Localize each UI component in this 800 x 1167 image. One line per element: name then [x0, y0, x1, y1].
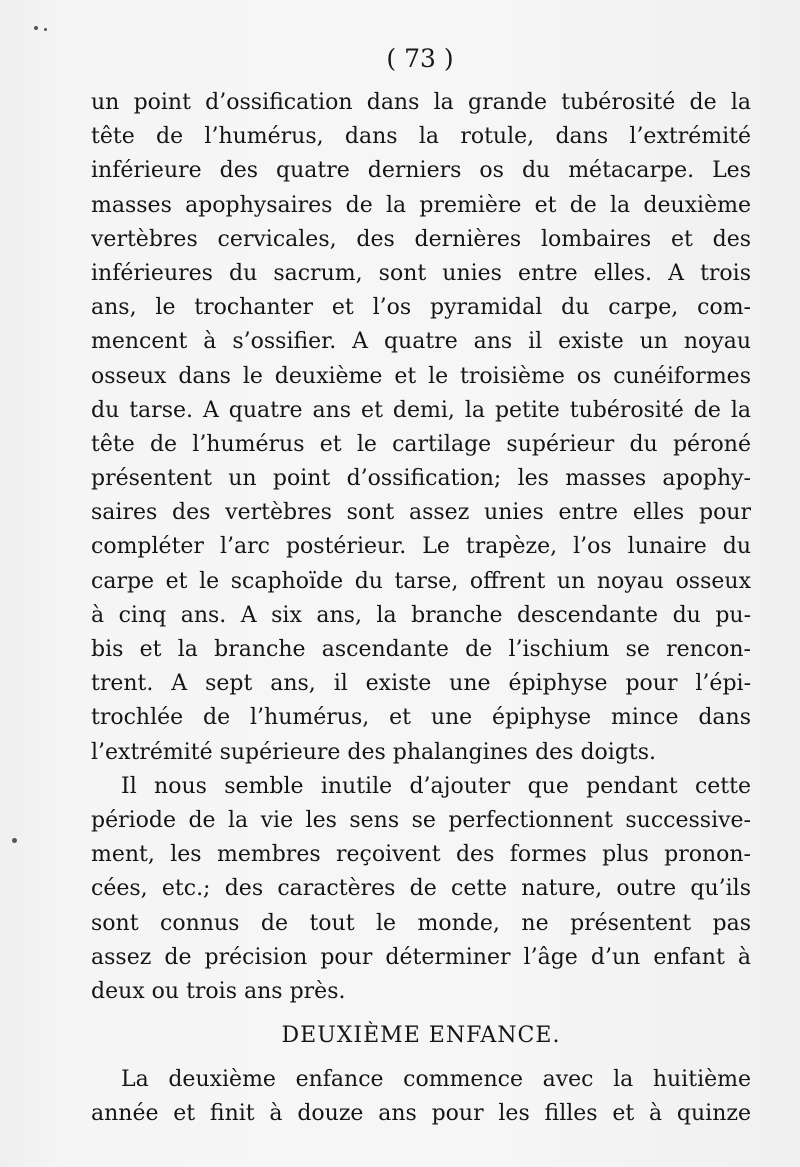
text-line: trent. A sept ans, il existe une épiphyse pour l’épi-	[91, 671, 751, 697]
text-line: vertèbres cervicales, des dernières lombaires et des	[91, 226, 751, 252]
paragraph-3	[91, 1063, 751, 1131]
text-line: du tarse. A quatre ans et demi, la petite tubérosité de la	[91, 397, 751, 423]
text-line: un point d’ossification dans la grande tubérosité de la	[91, 90, 751, 115]
text-line: assez de précision pour déterminer l’âge d’un enfant à	[91, 944, 751, 970]
text-line: saires des vertèbres sont assez unies entre elles pour	[91, 500, 751, 526]
paragraph-2	[91, 770, 751, 1009]
text-line: mencent à s’ossifier. A quatre ans il existe un noyau	[91, 329, 751, 355]
text-line: tête de l’humérus, dans la rotule, dans l’extrémité	[91, 124, 751, 150]
text-line: inférieure des quatre derniers os du métacarpe. Les	[91, 158, 751, 184]
text-line: présentent un point d’ossification; les masses apophy-	[91, 466, 751, 492]
text-line: cées, etc.; des caractères de cette nature, outre qu’ils	[91, 876, 751, 902]
text-line: sont connus de tout le monde, ne présentent pas	[91, 910, 751, 936]
text-line: Il nous semble inutile d’ajouter que pendant cette	[121, 773, 751, 799]
body-text	[91, 86, 751, 1132]
text-line: ans, le trochanter et l’os pyramidal du carpe, com-	[91, 295, 751, 321]
text-line: inférieures du sacrum, sont unies entre elles. A trois	[91, 260, 751, 286]
text-line: deux ou trois ans près.	[91, 978, 346, 1004]
ink-speck	[44, 28, 47, 31]
text-line: compléter l’arc postérieur. Le trapèze, l’os lunaire du	[91, 534, 751, 560]
text-line: à cinq ans. A six ans, la branche descendante du pu-	[91, 602, 751, 628]
ink-speck	[12, 838, 17, 843]
text-line: masses apophysaires de la première et de la deuxième	[91, 192, 751, 218]
text-line: trochlée de l’humérus, et une épiphyse mince dans	[91, 705, 751, 731]
section-heading: DEUXIÈME ENFANCE.	[281, 1023, 561, 1049]
ink-speck	[34, 26, 38, 30]
text-line: l’extrémité supérieure des phalangines des doigts.	[91, 739, 657, 765]
text-line: La deuxième enfance commence avec la huitième	[121, 1067, 751, 1093]
text-line: carpe et le scaphoïde du tarse, offrent un noyau osseux	[91, 568, 751, 594]
text-line: tête de l’humérus et le cartilage supérieur du péroné	[91, 431, 751, 457]
text-line: période de la vie les sens se perfectionnent successive-	[91, 807, 751, 833]
text-line: année et finit à douze ans pour les filles et à quinze	[91, 1101, 751, 1127]
text-line: bis et la branche ascendante de l’ischium se rencon-	[91, 637, 751, 662]
paragraph-1	[91, 86, 751, 770]
text-line: ment, les membres reçoivent des formes plus pronon-	[91, 842, 751, 868]
text-line: osseux dans le deuxième et le troisième os cunéiformes	[91, 363, 751, 389]
page-number: ( 73 )	[386, 44, 454, 73]
